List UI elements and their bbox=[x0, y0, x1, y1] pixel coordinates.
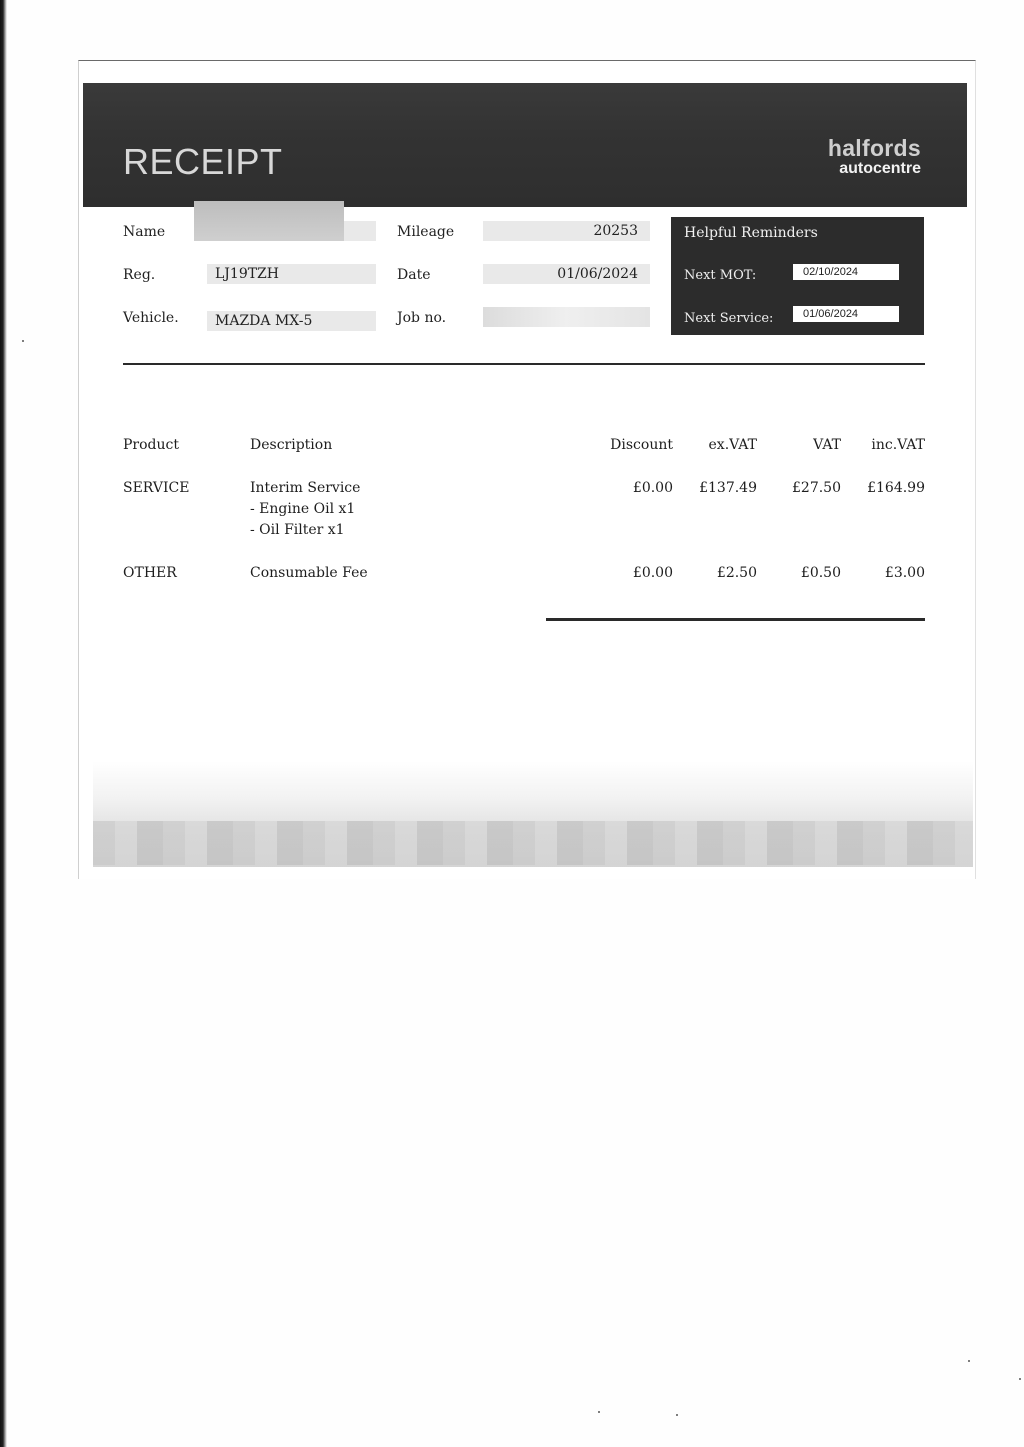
date-field: 01/06/2024 bbox=[483, 264, 650, 284]
row-description: Consumable Fee bbox=[250, 565, 368, 581]
row-vat: £27.50 bbox=[792, 480, 841, 496]
vehicle-label: Vehicle. bbox=[123, 310, 179, 326]
scan-speck bbox=[676, 1414, 678, 1416]
mileage-label: Mileage bbox=[397, 224, 455, 240]
section-divider bbox=[123, 363, 925, 365]
row-description-line: - Engine Oil x1 bbox=[250, 501, 356, 517]
column-header-product: Product bbox=[123, 437, 179, 453]
row-exvat: £137.49 bbox=[699, 480, 757, 496]
job-number-label: Job no. bbox=[397, 310, 447, 326]
helpful-reminders-box bbox=[671, 217, 924, 335]
reminders-title: Helpful Reminders bbox=[684, 225, 818, 241]
column-header-exvat: ex.VAT bbox=[708, 437, 757, 453]
column-header-vat: VAT bbox=[813, 437, 841, 453]
column-header-discount: Discount bbox=[610, 437, 673, 453]
row-vat: £0.50 bbox=[800, 565, 841, 581]
name-redaction bbox=[194, 201, 344, 241]
row-discount: £0.00 bbox=[632, 480, 673, 496]
next-service-value: 01/06/2024 bbox=[793, 306, 899, 322]
receipt-sheet bbox=[78, 60, 976, 879]
row-incvat: £3.00 bbox=[884, 565, 925, 581]
scan-edge-shadow bbox=[0, 0, 7, 1447]
reg-label: Reg. bbox=[123, 267, 156, 283]
row-product: SERVICE bbox=[123, 480, 190, 496]
row-product: OTHER bbox=[123, 565, 177, 581]
next-service-label: Next Service: bbox=[684, 311, 774, 326]
row-description: Interim Service bbox=[250, 480, 361, 496]
column-header-incvat: inc.VAT bbox=[871, 437, 925, 453]
scan-speck bbox=[968, 1360, 970, 1362]
brand-logo bbox=[828, 137, 921, 177]
date-label: Date bbox=[397, 267, 431, 283]
row-description-line: - Oil Filter x1 bbox=[250, 522, 345, 538]
scan-speck bbox=[22, 340, 24, 342]
next-mot-value: 02/10/2024 bbox=[793, 264, 899, 280]
vehicle-field: MAZDA MX-5 bbox=[207, 311, 376, 331]
column-header-description: Description bbox=[250, 437, 333, 453]
row-exvat: £2.50 bbox=[716, 565, 757, 581]
row-incvat: £164.99 bbox=[867, 480, 925, 496]
name-label: Name bbox=[123, 224, 166, 240]
row-discount: £0.00 bbox=[632, 565, 673, 581]
next-mot-label: Next MOT: bbox=[684, 268, 757, 283]
totals-divider bbox=[546, 618, 925, 621]
job-number-field bbox=[483, 307, 650, 327]
reg-field: LJ19TZH bbox=[207, 264, 376, 284]
footer-redaction-band bbox=[93, 821, 973, 865]
scan-speck bbox=[1019, 1378, 1021, 1380]
receipt-header bbox=[83, 83, 967, 207]
mileage-field: 20253 bbox=[483, 221, 650, 241]
brand-name: halfords bbox=[827, 135, 921, 161]
scan-speck bbox=[598, 1411, 600, 1413]
receipt-title: RECEIPT bbox=[123, 141, 283, 182]
brand-subtitle: autocentre bbox=[839, 160, 921, 177]
